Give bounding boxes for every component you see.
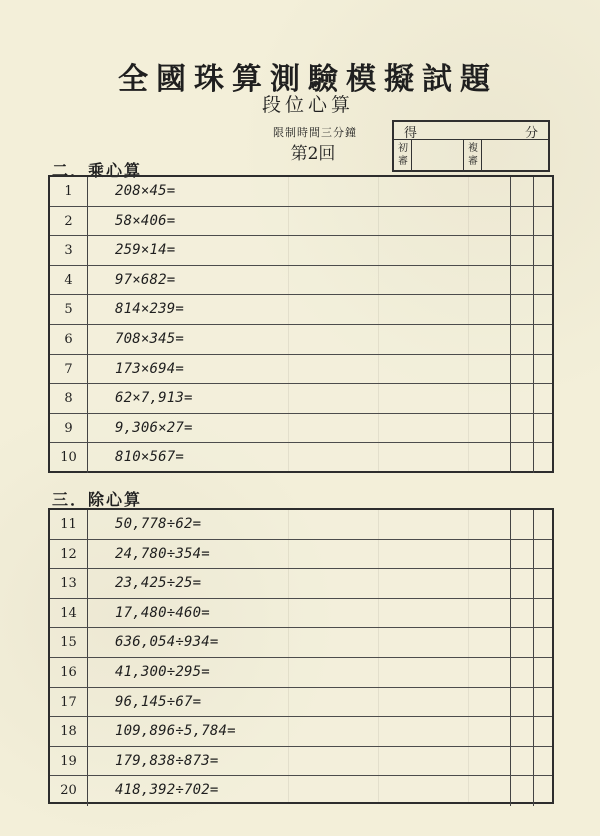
- question-row: [50, 177, 552, 207]
- page-title: 全國珠算測驗模擬試題: [118, 62, 498, 97]
- page-subtitle: 段位心算: [261, 94, 354, 116]
- question-row: [50, 414, 552, 444]
- question-expression: 62×7,913=: [115, 390, 193, 407]
- first-review-label: 初審: [394, 140, 412, 172]
- question-expression: 97×682=: [115, 271, 176, 288]
- first-check-cell[interactable]: [510, 688, 533, 717]
- section-title-multiplication: 二．乘心算: [52, 161, 143, 180]
- answer-cell[interactable]: [238, 776, 510, 806]
- answer-cell[interactable]: [238, 295, 510, 324]
- answer-cell[interactable]: [238, 540, 510, 569]
- question-row: [50, 295, 552, 325]
- second-review-label: 複審: [464, 140, 482, 172]
- round-label: 第2回: [290, 144, 336, 164]
- question-expression: 179,838÷873=: [115, 752, 219, 769]
- second-check-cell[interactable]: [533, 717, 556, 746]
- first-check-cell[interactable]: [510, 384, 533, 413]
- question-row: [50, 384, 552, 414]
- question-row: [50, 776, 552, 806]
- score-box-grid: [394, 140, 548, 172]
- first-check-cell[interactable]: [510, 569, 533, 598]
- answer-cell[interactable]: [238, 688, 510, 717]
- question-expression: 708×345=: [115, 330, 185, 347]
- question-number: 6: [50, 325, 88, 354]
- question-expression: 58×406=: [115, 212, 176, 229]
- question-row: [50, 569, 552, 599]
- second-check-cell[interactable]: [533, 658, 556, 687]
- question-number: 12: [50, 540, 88, 569]
- second-check-cell[interactable]: [533, 540, 556, 569]
- first-check-cell[interactable]: [510, 776, 533, 806]
- first-check-cell[interactable]: [510, 355, 533, 384]
- first-check-cell[interactable]: [510, 510, 533, 539]
- second-check-cell[interactable]: [533, 236, 556, 265]
- answer-cell[interactable]: [238, 747, 510, 776]
- question-row: [50, 540, 552, 570]
- question-expression: 50,778÷62=: [115, 516, 202, 532]
- question-row: [50, 443, 552, 473]
- answer-cell[interactable]: [238, 384, 510, 413]
- first-check-cell[interactable]: [510, 266, 533, 295]
- answer-cell[interactable]: [238, 236, 510, 265]
- question-row: [50, 717, 552, 747]
- question-expression: 259×14=: [115, 242, 176, 259]
- question-expression: 109,896÷5,784=: [115, 723, 236, 740]
- question-row: [50, 688, 552, 718]
- question-number: 14: [50, 599, 88, 628]
- first-check-cell[interactable]: [510, 717, 533, 746]
- question-expression: 96,145÷67=: [115, 693, 202, 710]
- division-table: [48, 508, 554, 804]
- first-check-cell[interactable]: [510, 747, 533, 776]
- answer-cell[interactable]: [238, 325, 510, 354]
- question-number: 17: [50, 688, 88, 717]
- question-row: [50, 266, 552, 296]
- score-box: [392, 120, 550, 172]
- time-limit-text: 限制時間三分鐘: [273, 126, 357, 139]
- answer-cell[interactable]: [238, 355, 510, 384]
- answer-cell[interactable]: [238, 599, 510, 628]
- score-box-top: [394, 122, 548, 140]
- question-number: 2: [50, 207, 88, 236]
- first-check-cell[interactable]: [510, 325, 533, 354]
- question-number: 18: [50, 717, 88, 746]
- question-row: [50, 207, 552, 237]
- second-check-cell[interactable]: [533, 207, 556, 236]
- question-expression: 810×567=: [115, 449, 185, 466]
- question-number: 19: [50, 747, 88, 776]
- question-expression: 41,300÷295=: [115, 663, 210, 680]
- score-box-right-label: 分: [524, 126, 538, 141]
- first-check-cell[interactable]: [510, 540, 533, 569]
- second-check-cell[interactable]: [533, 776, 556, 806]
- answer-cell[interactable]: [238, 177, 510, 206]
- question-number: 8: [50, 384, 88, 413]
- second-check-cell[interactable]: [533, 414, 556, 443]
- question-number: 7: [50, 355, 88, 384]
- question-number: 13: [50, 569, 88, 598]
- second-check-cell[interactable]: [533, 510, 556, 539]
- answer-cell[interactable]: [238, 658, 510, 687]
- first-check-cell[interactable]: [510, 295, 533, 324]
- question-expression: 636,054÷934=: [115, 634, 219, 651]
- first-check-cell[interactable]: [510, 443, 533, 473]
- question-number: 20: [50, 776, 88, 806]
- first-check-cell[interactable]: [510, 236, 533, 265]
- answer-cell[interactable]: [238, 569, 510, 598]
- second-check-cell[interactable]: [533, 355, 556, 384]
- first-check-cell[interactable]: [510, 207, 533, 236]
- question-number: 4: [50, 266, 88, 295]
- question-number: 15: [50, 628, 88, 657]
- question-row: [50, 355, 552, 385]
- answer-cell[interactable]: [238, 414, 510, 443]
- first-check-cell[interactable]: [510, 599, 533, 628]
- multiplication-table: [48, 175, 554, 473]
- question-row: [50, 658, 552, 688]
- second-check-cell[interactable]: [533, 384, 556, 413]
- second-check-cell[interactable]: [533, 747, 556, 776]
- answer-cell[interactable]: [238, 628, 510, 657]
- answer-cell[interactable]: [238, 443, 510, 473]
- second-check-cell[interactable]: [533, 599, 556, 628]
- question-expression: 9,306×27=: [115, 419, 193, 436]
- question-row: [50, 510, 552, 540]
- answer-cell[interactable]: [238, 717, 510, 746]
- question-number: 9: [50, 414, 88, 443]
- second-check-cell[interactable]: [533, 177, 556, 206]
- score-box-left-label: 得: [404, 126, 418, 141]
- question-number: 3: [50, 236, 88, 265]
- question-number: 5: [50, 295, 88, 324]
- second-check-cell[interactable]: [533, 295, 556, 324]
- question-number: 11: [50, 510, 88, 539]
- question-row: [50, 747, 552, 777]
- second-check-cell[interactable]: [533, 569, 556, 598]
- first-check-cell[interactable]: [510, 414, 533, 443]
- first-check-cell[interactable]: [510, 628, 533, 657]
- second-check-cell[interactable]: [533, 688, 556, 717]
- question-row: [50, 628, 552, 658]
- answer-cell[interactable]: [238, 510, 510, 539]
- first-check-cell[interactable]: [510, 658, 533, 687]
- question-row: [50, 599, 552, 629]
- question-expression: 17,480÷460=: [115, 604, 210, 621]
- second-check-cell[interactable]: [533, 443, 556, 473]
- question-number: 16: [50, 658, 88, 687]
- second-check-cell[interactable]: [533, 266, 556, 295]
- question-expression: 173×694=: [115, 360, 185, 377]
- first-review-space: [412, 140, 464, 172]
- question-expression: 24,780÷354=: [115, 545, 210, 562]
- section-title-division: 三．除心算: [52, 490, 143, 509]
- question-row: [50, 325, 552, 355]
- question-expression: 23,425÷25=: [115, 575, 202, 592]
- second-check-cell[interactable]: [533, 628, 556, 657]
- question-expression: 208×45=: [115, 183, 176, 199]
- second-review-space: [482, 140, 550, 172]
- question-number: 10: [50, 443, 88, 473]
- answer-cell[interactable]: [238, 207, 510, 236]
- question-expression: 418,392÷702=: [115, 782, 219, 799]
- question-row: [50, 236, 552, 266]
- question-number: 1: [50, 177, 88, 206]
- answer-cell[interactable]: [238, 266, 510, 295]
- second-check-cell[interactable]: [533, 325, 556, 354]
- first-check-cell[interactable]: [510, 177, 533, 206]
- question-expression: 814×239=: [115, 301, 185, 318]
